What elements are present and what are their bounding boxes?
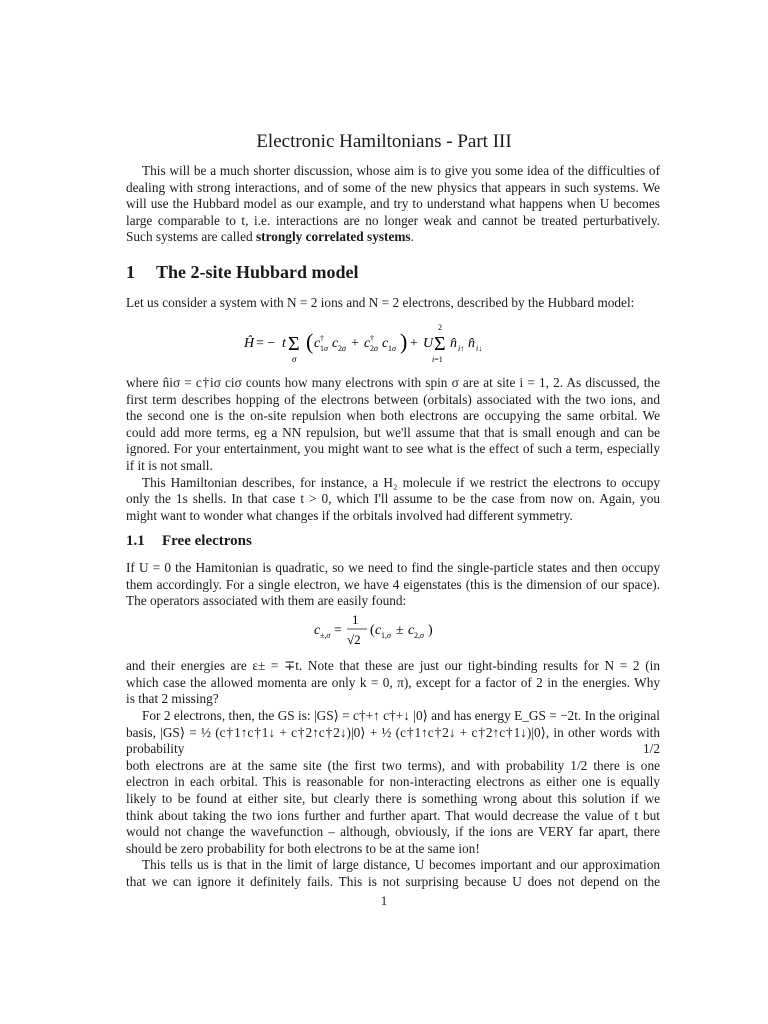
text-line: Let us consider a system with N = 2 ions and N = 2 electrons, described by the Hubbard model: (126, 295, 635, 310)
text-line: would not change the wavefunction – although, obviously, if the ions are VERY far apart, there (126, 824, 660, 840)
bold-term: strongly correlated systems (255, 229, 411, 245)
svg-text:2: 2 (438, 323, 442, 332)
svg-text:√2: √2 (347, 632, 361, 647)
svg-text:2σ: 2σ (370, 344, 378, 353)
text-line: If U = 0 the Hamitonian is quadratic, so we need to find the single-particle states and then occupy (126, 560, 660, 575)
text-line: them accordingly. For a single electron, we have 4 eigenstates (this is the dimension of our space). (126, 576, 660, 592)
text-line: is that 2 missing? (126, 691, 219, 707)
text-line: basis, |GS⟩ = ½ (c†1↑c†1↓ + c†2↑c†2↓)|0⟩ + ½ (c†1↑c†2↓ + c†2↑c†1↓)|0⟩, in other words with probability 1/2 (126, 724, 660, 757)
text-line: the second one is the on-site repulsion when both electrons are occupying the same orbital. We (126, 408, 660, 424)
section-intro (126, 295, 660, 312)
text-line: This tells us is that in the limit of large distance, U becomes important and our approximation (142, 857, 660, 873)
svg-text:1,σ: 1,σ (381, 631, 391, 640)
svg-text:t: t (282, 336, 286, 351)
section-title: The 2-site Hubbard model (156, 262, 359, 282)
text-line: if it is not small. (126, 457, 213, 473)
svg-text:†: † (320, 334, 324, 343)
svg-text:(: ( (370, 623, 375, 638)
text-line: think about taking the two ions further and further apart. That would decrease the value of t but (126, 807, 660, 823)
section-number: 1 (126, 262, 135, 282)
page-number: 1 (380, 893, 388, 908)
svg-text:): ) (428, 623, 433, 638)
hamiltonian-explanation (126, 375, 660, 524)
svg-text:c: c (408, 623, 415, 638)
operator-equation (0, 612, 768, 648)
text-line: electron in each orbital. This is reasonable for non-interacting electrons as either one is equally (126, 774, 660, 790)
svg-text:i=1: i=1 (432, 355, 443, 364)
svg-text:1: 1 (352, 612, 359, 627)
svg-text:n̂: n̂ (468, 336, 475, 351)
svg-text:Ĥ: Ĥ (244, 336, 255, 351)
subsection-number: 1.1 (126, 533, 145, 549)
subsection-title: Free electrons (162, 533, 252, 549)
text-line: likely to be found at either site, but clearly there is something wrong about this solution if we (126, 790, 660, 806)
svg-text:i↓: i↓ (476, 344, 483, 353)
text-line: For 2 electrons, then, the GS is: |GS⟩ = c†+↑ c†+↓ |0⟩ and has energy E_GS = −2t. In the original (142, 708, 660, 723)
text-run: Such systems are called (126, 229, 256, 245)
svg-text:c: c (382, 336, 389, 351)
text-line: large comparable to t, i.e. interactions are no longer weak and cannot be treated perturbatively. (126, 212, 660, 228)
svg-text:(: ( (306, 329, 314, 354)
text-line: both electrons are at the same site (the first two terms), and with probability 1/2 there is one (126, 757, 660, 773)
free-electrons-paragraph (126, 560, 660, 610)
text-line: dealing with strong interactions, and of some of the new physics that appears in such systems. We (126, 179, 660, 195)
svg-text:Σ: Σ (434, 333, 446, 355)
svg-text:i↑: i↑ (458, 344, 465, 353)
svg-text:±,σ: ±,σ (320, 631, 331, 640)
svg-text:±: ± (396, 623, 404, 638)
text-line: The operators associated with them are easily found: (126, 593, 407, 609)
svg-text:c: c (364, 336, 371, 351)
svg-text:†: † (370, 334, 374, 343)
text-line: This will be a much shorter discussion, whose aim is to give you some idea of the difficulties of (142, 163, 660, 178)
svg-text:n̂: n̂ (450, 336, 457, 351)
svg-text:U: U (423, 336, 434, 351)
svg-text:c: c (314, 336, 321, 351)
ground-state-paragraph (126, 708, 660, 891)
document-title: Electronic Hamiltonians - Part III (256, 131, 512, 152)
text-line: which case the allowed momenta are only k = 0, π), except for a factor of 2 in the energies. Why (126, 674, 660, 690)
energies-paragraph (126, 658, 660, 708)
svg-text:c: c (375, 623, 382, 638)
text-line: that we can ignore it definitely fails. This is not surprising because U does not depend on the (126, 873, 660, 889)
text-line: ignored. For your entertainment, you might want to see what is the effect of such a term, especially (126, 441, 660, 457)
equation-render (244, 322, 524, 366)
text-line: should be zero probability for both electrons to be at the same ion! (126, 840, 480, 856)
text-line: will use the Hubbard model as our example, and try to understand what happens when U becomes (126, 196, 660, 212)
text-line: where n̂iσ = c†iσ ciσ counts how many electrons with spin σ are at site i = 1, 2. As discussed, the (126, 375, 660, 390)
svg-text:1σ: 1σ (320, 344, 328, 353)
svg-text:+: + (351, 336, 359, 351)
svg-text:2,σ: 2,σ (414, 631, 424, 640)
hamiltonian-equation (0, 322, 768, 366)
text-line: This Hamiltonian describes, for instance, a H₂ molecule if we restrict the electrons to occupy (142, 474, 660, 490)
text-line: might want to wonder what changes if the orbitals involved had different symmetry. (126, 507, 573, 523)
svg-text:c: c (332, 336, 339, 351)
svg-text:+: + (410, 336, 418, 351)
text-line: first term describes hopping of the electrons between (orbitals) associated with the two ions, and (126, 391, 660, 407)
svg-text:Σ: Σ (288, 333, 300, 355)
text-line: only the 1s shells. In that case t > 0, which I'll assume to be the case from now on. Again, you (126, 491, 660, 507)
svg-text:): ) (400, 329, 408, 354)
svg-text:=: = (334, 623, 342, 638)
svg-text:c: c (314, 623, 321, 638)
section-heading (126, 261, 359, 283)
svg-text:1σ: 1σ (388, 344, 396, 353)
svg-text:2σ: 2σ (338, 344, 346, 353)
text-line (126, 229, 660, 246)
equation-render (314, 612, 454, 648)
svg-text:σ: σ (292, 354, 297, 364)
text-line: could add more terms, eg a NN repulsion, but we'll assume that that is small enough and can be (126, 424, 660, 440)
subsection-heading (126, 532, 252, 550)
text-line: and their energies are ε± = ∓t. Note that these are just our tight-binding results for N = 2 (in (126, 658, 660, 673)
svg-text:= −: = − (256, 336, 276, 351)
intro-paragraph (126, 163, 660, 246)
text-run: . (410, 229, 414, 245)
